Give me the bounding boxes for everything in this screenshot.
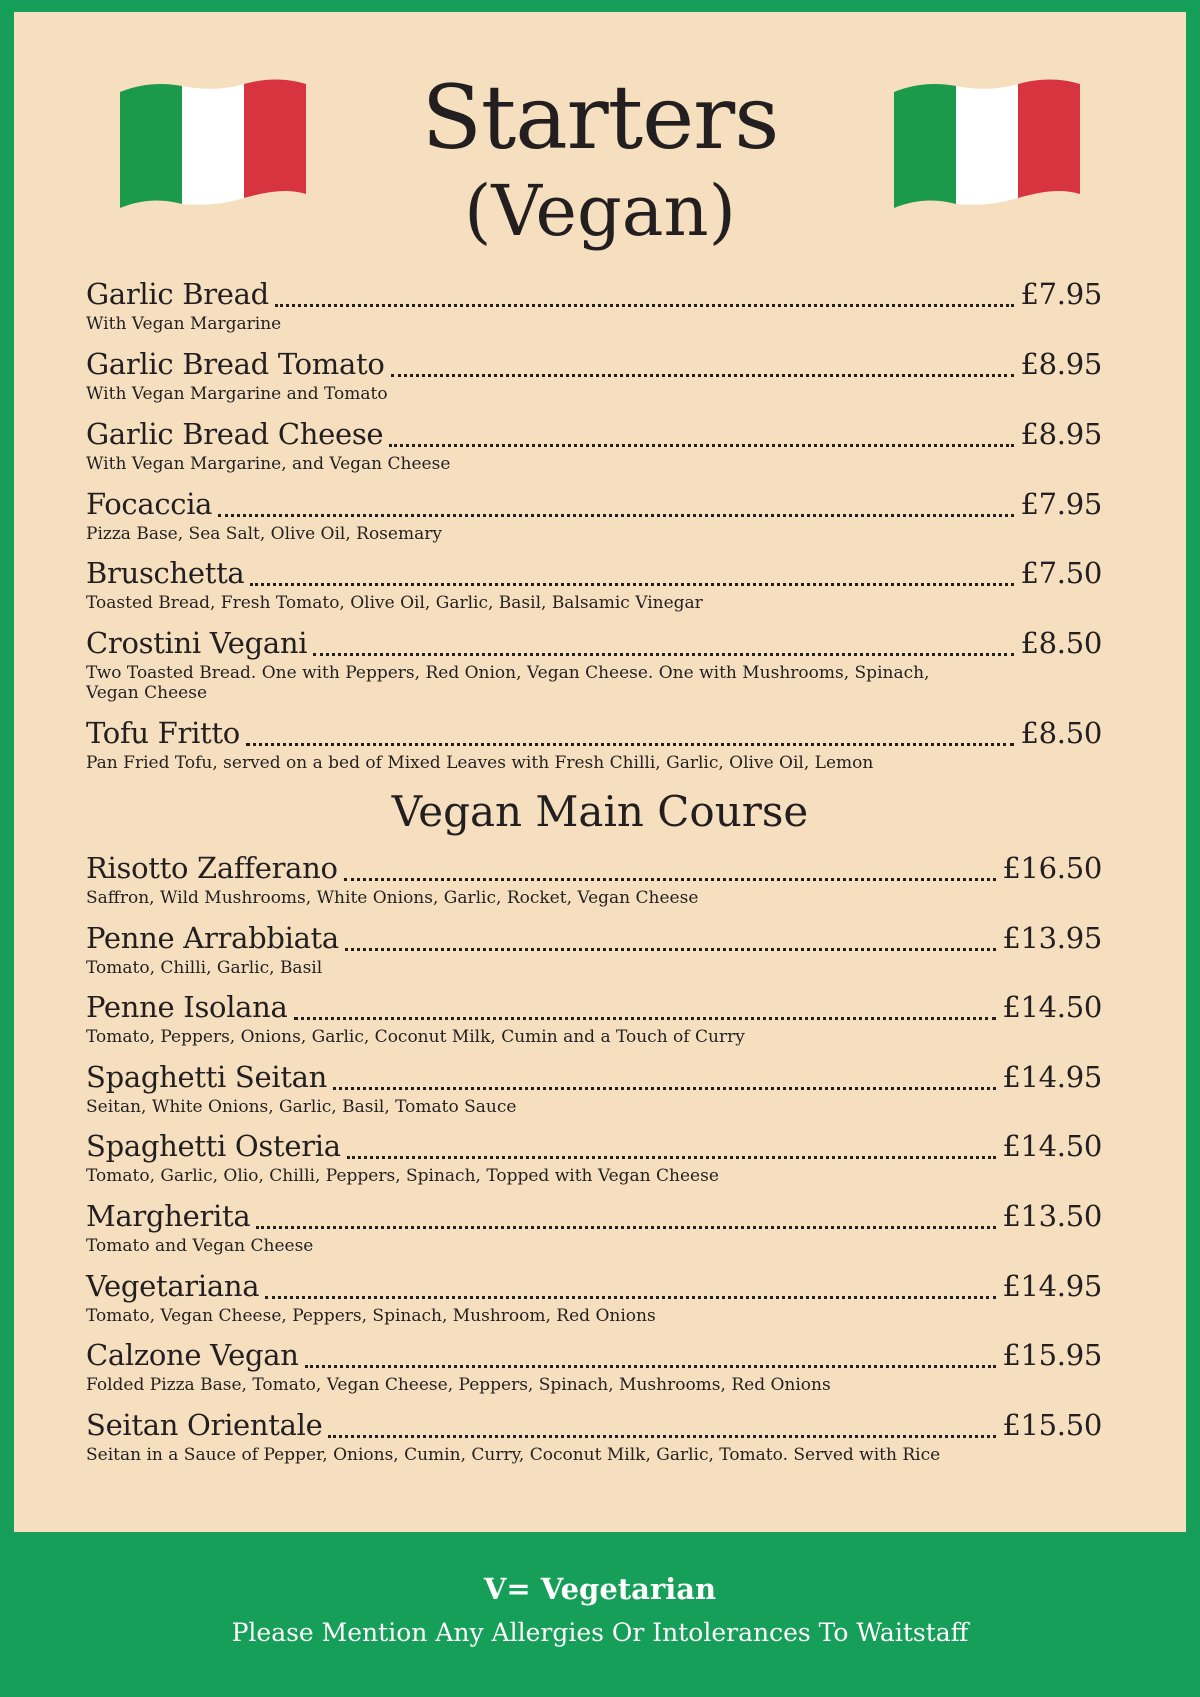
- item-price: £7.95: [1020, 487, 1102, 521]
- item-description: Seitan in a Sauce of Pepper, Onions, Cumin, Curry, Coconut Milk, Garlic, Tomato. Served with Rice: [86, 1445, 941, 1465]
- menu-item: [86, 274, 1102, 334]
- item-description: With Vegan Margarine, and Vegan Cheese: [86, 454, 451, 474]
- menu-item: [86, 1405, 1102, 1465]
- item-name: Margherita: [86, 1199, 251, 1233]
- item-price: £8.95: [1020, 417, 1102, 451]
- item-description: With Vegan Margarine: [86, 314, 282, 334]
- item-name: Focaccia: [86, 487, 213, 521]
- dot-leader: [389, 444, 1014, 447]
- section-heading: Vegan Main Course: [391, 787, 809, 836]
- item-price: £15.50: [1002, 1408, 1102, 1442]
- item-description: Saffron, Wild Mushrooms, White Onions, Garlic, Rocket, Vegan Cheese: [86, 888, 699, 908]
- item-name: Spaghetti Seitan: [86, 1060, 328, 1094]
- item-name: Bruschetta: [86, 556, 245, 590]
- item-name: Spaghetti Osteria: [86, 1129, 341, 1163]
- item-name: Seitan Orientale: [86, 1408, 323, 1442]
- menu-item: [86, 713, 1102, 773]
- item-description: Seitan, White Onions, Garlic, Basil, Tomato Sauce: [86, 1097, 517, 1117]
- menu-item: [86, 484, 1102, 544]
- item-description: With Vegan Margarine and Tomato: [86, 384, 388, 404]
- item-description: Pan Fried Tofu, served on a bed of Mixed Leaves with Fresh Chilli, Garlic, Olive Oil, Lemon: [86, 753, 874, 773]
- item-name: Penne Arrabbiata: [86, 921, 339, 955]
- dot-leader: [218, 514, 1014, 517]
- menu-item: [86, 1057, 1102, 1117]
- allergy-note: Please Mention Any Allergies Or Intolerances To Waitstaff: [231, 1618, 969, 1647]
- dot-leader: [275, 304, 1015, 307]
- menu-page: [14, 12, 1186, 1532]
- item-description: Tomato, Peppers, Onions, Garlic, Coconut Milk, Cumin and a Touch of Curry: [86, 1027, 745, 1047]
- dot-leader: [250, 583, 1014, 586]
- item-price: £13.50: [1002, 1199, 1102, 1233]
- dot-leader: [345, 948, 996, 951]
- item-description: Pizza Base, Sea Salt, Olive Oil, Rosemary: [86, 524, 442, 544]
- item-description: Two Toasted Bread. One with Peppers, Red Onion, Vegan Cheese. One with Mushrooms, Spinach, Vegan Cheese: [86, 663, 930, 703]
- dot-leader: [265, 1296, 996, 1299]
- page-subtitle: (Vegan): [464, 170, 736, 252]
- menu-item: [86, 1335, 1102, 1395]
- item-price: £7.95: [1020, 277, 1102, 311]
- item-price: £7.50: [1020, 556, 1102, 590]
- item-price: £16.50: [1002, 851, 1102, 885]
- menu-item: [86, 344, 1102, 404]
- item-price: £14.95: [1002, 1060, 1102, 1094]
- dot-leader: [347, 1156, 997, 1159]
- menu-item: [86, 1126, 1102, 1186]
- item-description: Tomato and Vegan Cheese: [86, 1236, 314, 1256]
- item-name: Vegetariana: [86, 1269, 260, 1303]
- menu-item: [86, 987, 1102, 1047]
- menu-item: [86, 918, 1102, 978]
- item-name: Penne Isolana: [86, 990, 288, 1024]
- item-description: Folded Pizza Base, Tomato, Vegan Cheese, Peppers, Spinach, Mushrooms, Red Onions: [86, 1375, 831, 1395]
- dot-leader: [391, 374, 1015, 377]
- item-name: Garlic Bread Tomato: [86, 347, 385, 381]
- item-price: £15.95: [1002, 1338, 1102, 1372]
- dot-leader: [256, 1226, 996, 1229]
- item-price: £14.50: [1002, 990, 1102, 1024]
- item-price: £14.50: [1002, 1129, 1102, 1163]
- dot-leader: [305, 1365, 997, 1368]
- dot-leader: [313, 653, 1014, 656]
- menu-item: [86, 1196, 1102, 1256]
- item-description: Tomato, Vegan Cheese, Peppers, Spinach, Mushroom, Red Onions: [86, 1306, 656, 1326]
- item-name: Garlic Bread Cheese: [86, 417, 384, 451]
- dot-leader: [246, 743, 1015, 746]
- menu-item: [86, 414, 1102, 474]
- dot-leader: [344, 878, 997, 881]
- item-name: Tofu Fritto: [86, 716, 240, 750]
- item-description: Tomato, Chilli, Garlic, Basil: [86, 958, 323, 978]
- vegetarian-key: V= Vegetarian: [483, 1572, 717, 1606]
- dot-leader: [294, 1017, 997, 1020]
- dot-leader: [333, 1087, 996, 1090]
- item-price: £13.95: [1002, 921, 1102, 955]
- page-title: Starters: [421, 66, 779, 169]
- item-name: Risotto Zafferano: [86, 851, 338, 885]
- menu-item: [86, 1266, 1102, 1326]
- item-description: Tomato, Garlic, Olio, Chilli, Peppers, Spinach, Topped with Vegan Cheese: [86, 1166, 719, 1186]
- menu-item: [86, 848, 1102, 908]
- item-name: Calzone Vegan: [86, 1338, 299, 1372]
- item-price: £8.50: [1020, 626, 1102, 660]
- menu-item: [86, 553, 1102, 613]
- item-price: £8.50: [1020, 716, 1102, 750]
- item-description: Toasted Bread, Fresh Tomato, Olive Oil, Garlic, Basil, Balsamic Vinegar: [86, 593, 703, 613]
- item-price: £8.95: [1020, 347, 1102, 381]
- menu-item: [86, 623, 1102, 703]
- item-name: Garlic Bread: [86, 277, 269, 311]
- item-price: £14.95: [1002, 1269, 1102, 1303]
- item-name: Crostini Vegani: [86, 626, 308, 660]
- dot-leader: [328, 1435, 996, 1438]
